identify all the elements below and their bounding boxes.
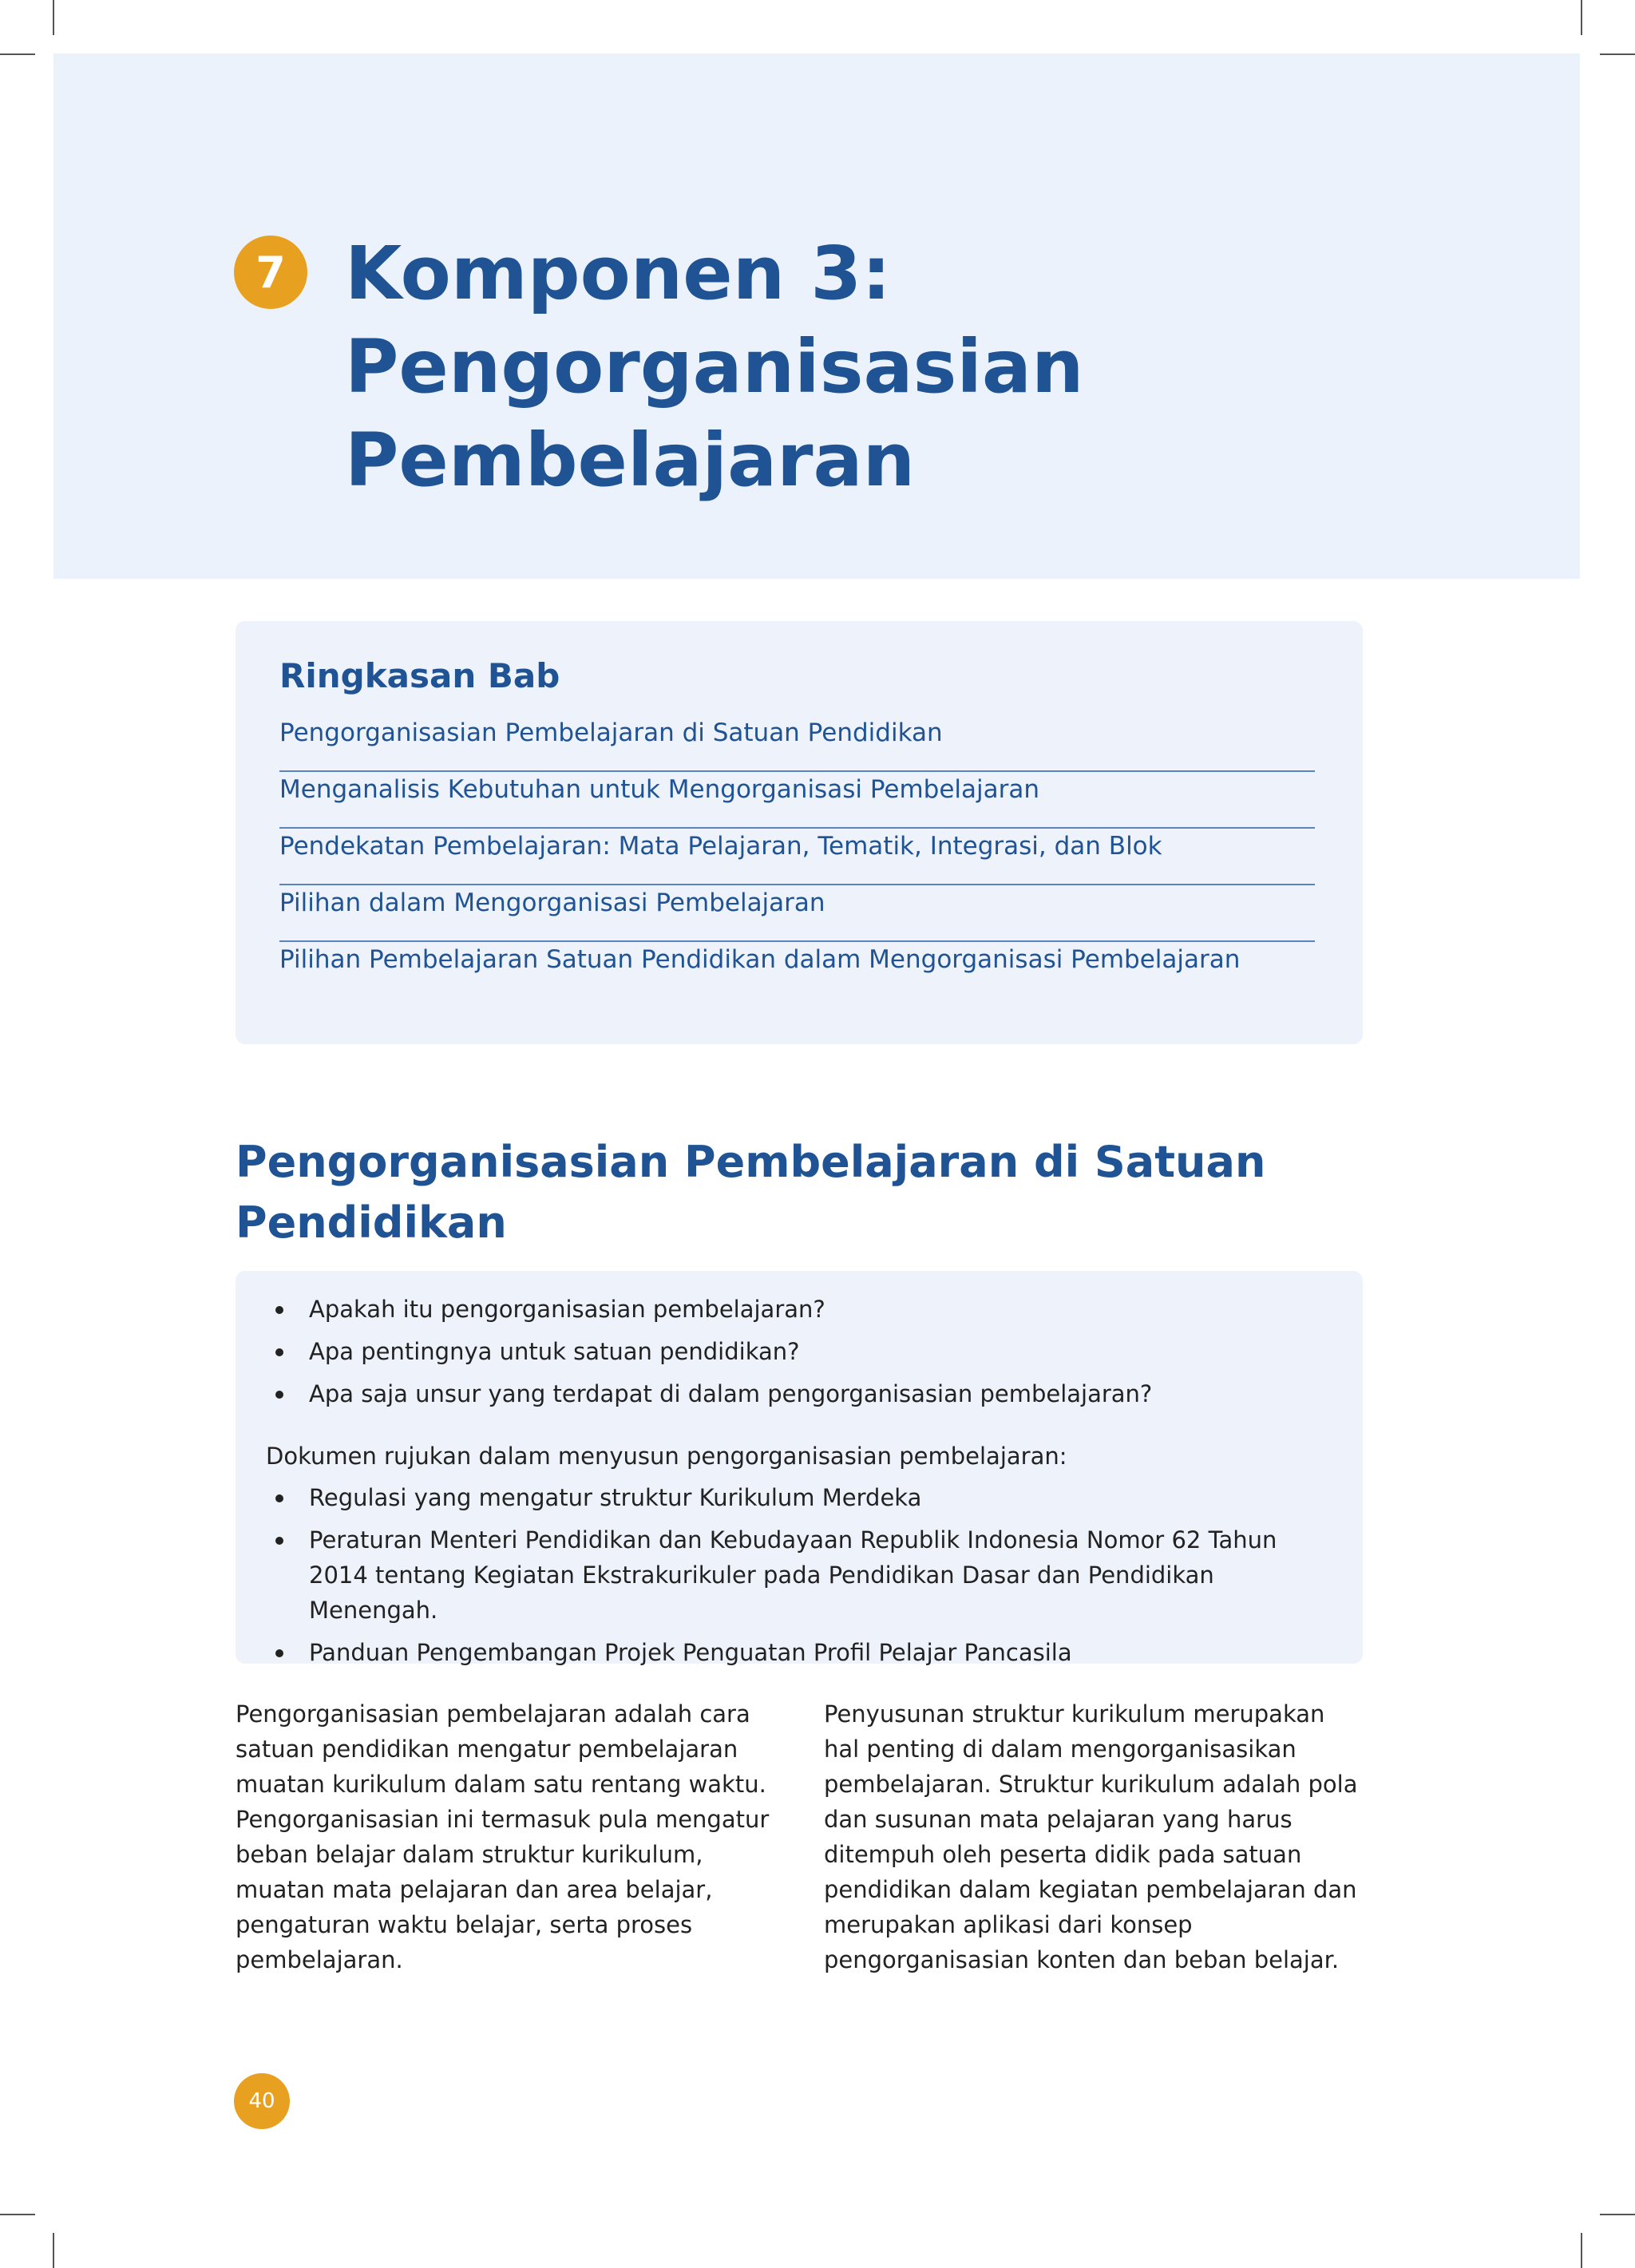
- question-item: Apa saja unsur yang terdapat di dalam pengorganisasian pembelajaran?: [266, 1376, 1336, 1411]
- question-item: Apa pentingnya untuk satuan pendidikan?: [266, 1334, 1336, 1369]
- reference-item: Panduan Pengembangan Projek Penguatan Profil Pelajar Pancasila: [266, 1635, 1336, 1670]
- guiding-questions-box: [236, 1271, 1363, 1664]
- crop-mark: [1600, 53, 1635, 55]
- chapter-title: [345, 227, 1083, 507]
- crop-mark: [0, 2214, 35, 2215]
- body-paragraph-right: Penyusunan struktur kurikulum merupakan hal penting di dalam mengorganisasikan pembelajaran. Struktur kurikulum adalah pola dan susunan mata pelajaran yang harus ditempuh oleh peserta didik pada satuan pendidikan dalam kegiatan pembelajaran dan merupakan aplikasi dari konsep pengorganisasian konten dan beban belajar.: [824, 1700, 1358, 1973]
- section-heading: Pengorganisasian Pembelajaran di Satuan Pendidikan: [236, 1137, 1266, 1248]
- question-item: Apakah itu pengorganisasian pembelajaran?: [266, 1292, 1336, 1327]
- summary-item: Pilihan Pembelajaran Satuan Pendidikan dalam Mengorganisasi Pembelajaran: [279, 945, 1241, 974]
- summary-heading: Ringkasan Bab: [279, 656, 560, 695]
- chapter-title-line: Komponen 3:: [345, 231, 892, 316]
- chapter-title-line: Pembelajaran: [345, 418, 916, 503]
- summary-item: Pilihan dalam Mengorganisasi Pembelajaran: [279, 887, 1315, 942]
- crop-mark: [1581, 0, 1582, 35]
- summary-item: Pengorganisasian Pembelajaran di Satuan Pendidikan: [279, 717, 1315, 772]
- chapter-title-line: Pengorganisasian: [345, 324, 1084, 410]
- body-paragraph-left: Pengorganisasian pembelajaran adalah cara satuan pendidikan mengatur pembelajaran muatan kurikulum dalam satu rentang waktu. Pengorganisasian ini termasuk pula mengatur beban belajar dalam struktur kurikulum, muatan mata pelajaran dan area belajar, pengaturan waktu belajar, serta proses pembelajaran.: [236, 1700, 770, 1973]
- crop-mark: [0, 53, 35, 55]
- chapter-number-badge: 7: [234, 236, 307, 309]
- summary-item: Menganalisis Kebutuhan untuk Mengorganisasi Pembelajaran: [279, 774, 1315, 829]
- crop-mark: [53, 0, 54, 35]
- summary-item: Pendekatan Pembelajaran: Mata Pelajaran, Tematik, Integrasi, dan Blok: [279, 830, 1315, 885]
- question-list: [266, 1292, 1336, 1419]
- crop-mark: [53, 2233, 54, 2268]
- chapter-summary-box: [236, 621, 1363, 1044]
- summary-list: [279, 717, 1315, 1000]
- reference-list: [266, 1480, 1336, 1677]
- page-number-badge: 40: [234, 2073, 290, 2129]
- crop-mark: [1600, 2214, 1635, 2215]
- reference-intro: Dokumen rujukan dalam menyusun pengorganisasian pembelajaran:: [266, 1443, 1067, 1470]
- crop-mark: [1581, 2233, 1582, 2268]
- reference-item: Regulasi yang mengatur struktur Kurikulum Merdeka: [266, 1480, 1336, 1515]
- reference-item: Peraturan Menteri Pendidikan dan Kebudayaan Republik Indonesia Nomor 62 Tahun 2014 tentang Kegiatan Ekstrakurikuler pada Pendidikan Dasar dan Pendidikan Menengah.: [266, 1522, 1336, 1628]
